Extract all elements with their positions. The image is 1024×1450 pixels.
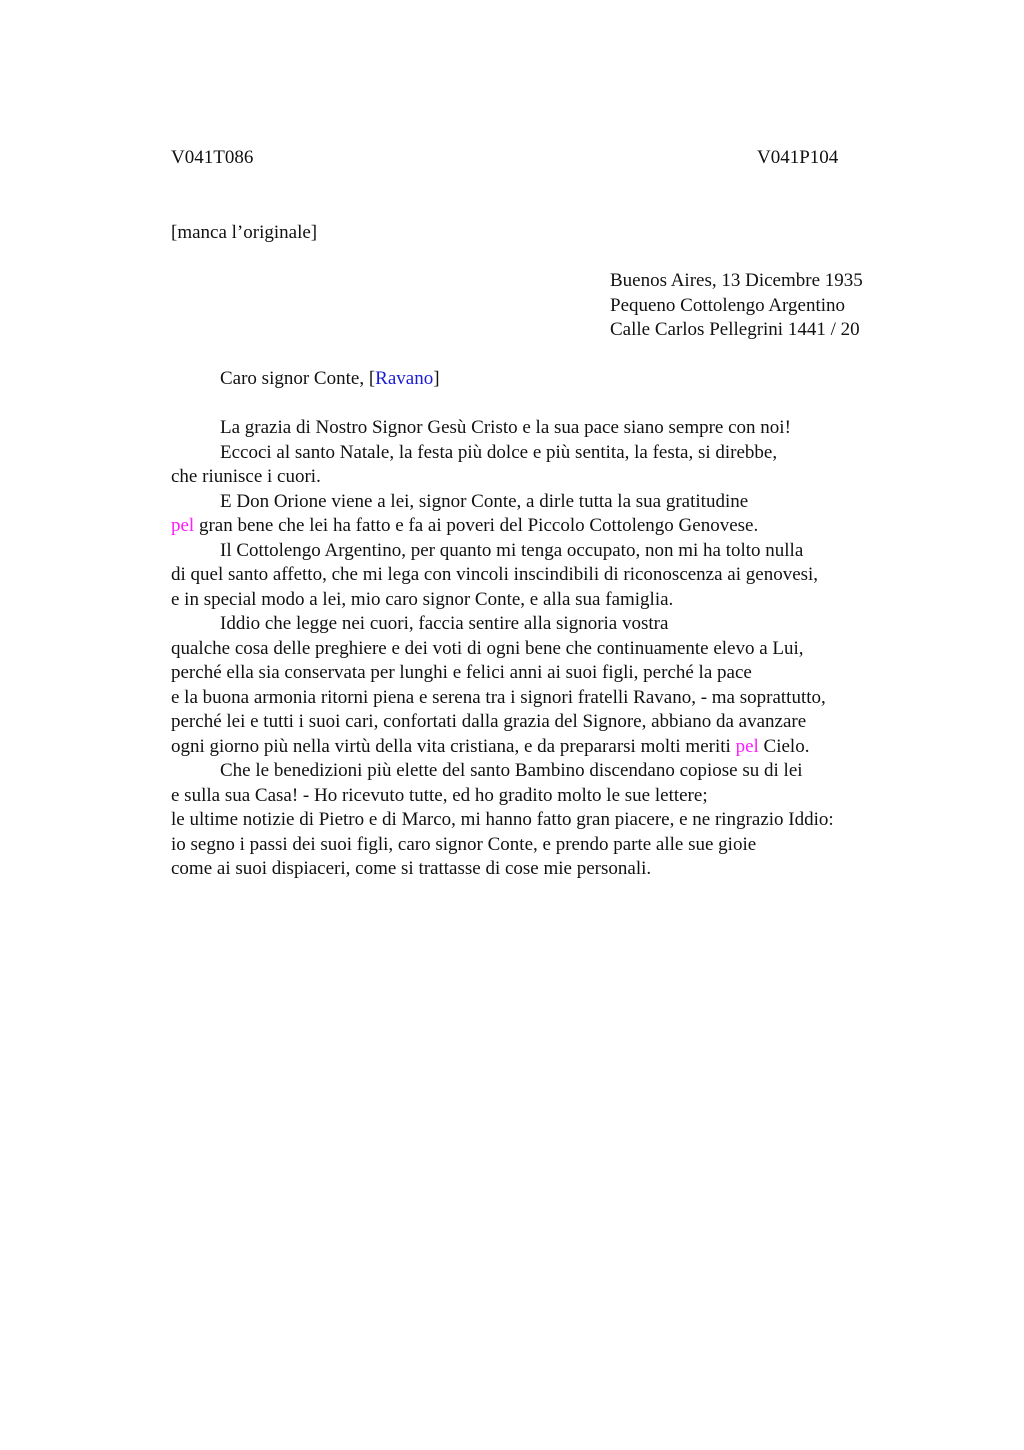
body-line: Il Cottolengo Argentino, per quanto mi tenga occupato, non mi ha tolto nulla [220, 539, 804, 561]
salutation-name: Ravano [375, 368, 434, 389]
address-street-line: Calle Carlos Pellegrini 1441 / 20 [610, 319, 860, 340]
address-institution-line: Pequeno Cottolengo Argentino [610, 294, 846, 316]
original-missing-note: [manca l’originale] [171, 222, 318, 243]
body-line: La grazia di Nostro Signor Gesù Cristo e la sua pace siano sempre con noi! [220, 417, 791, 438]
body-line: e in special modo a lei, mio caro signor Conte, e alla sua famiglia. [171, 588, 674, 610]
highlighted-word-pel: pel [171, 515, 195, 536]
document-code-left: V041T086 [171, 147, 254, 168]
body-line: come ai suoi dispiaceri, come si trattasse di cose mie personali. [171, 858, 652, 879]
body-line: di quel santo affetto, che mi lega con vincoli inscindibili di riconoscenza ai genovesi, [171, 564, 819, 585]
body-line: Eccoci al santo Natale, la festa più dolce e più sentita, la festa, si direbbe, [220, 441, 778, 463]
body-line: Iddio che legge nei cuori, faccia sentire alla signoria vostra [220, 613, 669, 634]
salutation-text: Caro signor Conte, [ [220, 368, 376, 389]
highlighted-word-pel: pel [735, 735, 759, 757]
body-line-text: Cielo. [758, 735, 810, 757]
body-line: che riunisce i cuori. [171, 466, 321, 487]
body-line: qualche cosa delle preghiere e dei voti di ogni bene che continuamente elevo a Lui, [171, 637, 804, 659]
address-date-line: Buenos Aires, 13 Dicembre 1935 [610, 270, 863, 291]
letter-body [171, 416, 901, 882]
body-line-text: ogni giorno più nella virtù della vita cristiana, e da prepararsi molti meriti [171, 735, 736, 757]
body-line: le ultime notizie di Pietro e di Marco, mi hanno fatto gran piacere, e ne ringrazio Iddio: [171, 809, 834, 830]
body-line: e la buona armonia ritorni piena e serena tra i signori fratelli Ravano, - ma soprattutto, [171, 686, 826, 708]
body-line: E Don Orione viene a lei, signor Conte, a dirle tutta la sua gratitudine [220, 490, 749, 512]
body-line: io segno i passi dei suoi figli, caro signor Conte, e prendo parte alle sue gioie [171, 833, 757, 855]
document-code-right: V041P104 [757, 147, 839, 168]
body-line: Che le benedizioni più elette del santo Bambino discendano copiose su di lei [220, 760, 803, 781]
salutation-bracket-close: ] [433, 368, 440, 389]
salutation [220, 367, 440, 392]
body-line [171, 514, 901, 539]
body-line: perché lei e tutti i suoi cari, confortati dalla grazia del Signore, abbiano da avanzare [171, 711, 807, 732]
body-line: e sulla sua Casa! - Ho ricevuto tutte, ed ho gradito molto le sue lettere; [171, 784, 708, 806]
sender-address-block [610, 269, 863, 343]
body-line-text: gran bene che lei ha fatto e fa ai poveri del Piccolo Cottolengo Genovese. [194, 515, 759, 536]
body-line [171, 735, 901, 760]
body-line: perché ella sia conservata per lunghi e felici anni ai suoi figli, perché la pace [171, 662, 752, 683]
